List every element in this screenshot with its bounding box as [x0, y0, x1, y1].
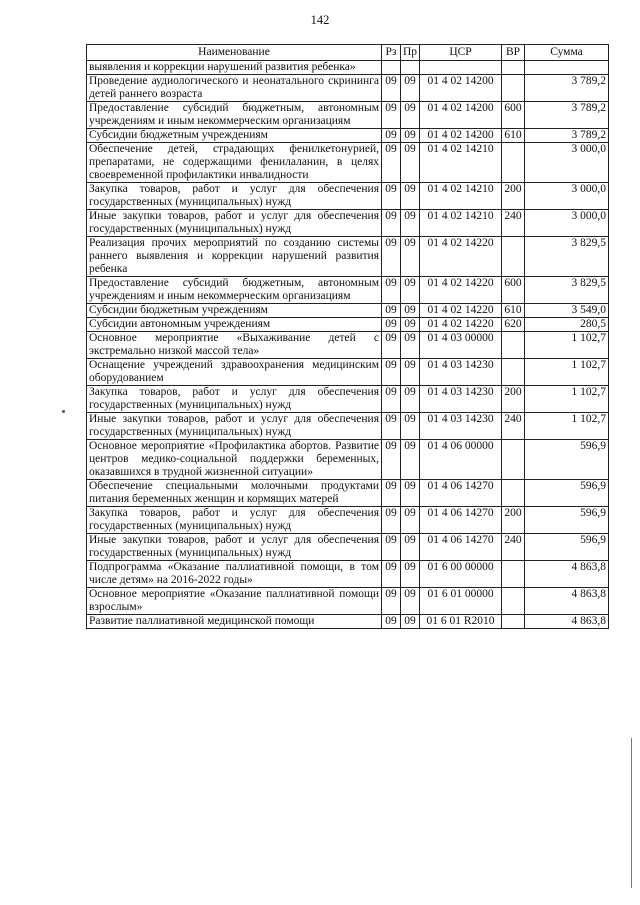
- cell-pr: 09: [401, 359, 420, 386]
- cell-vr: [502, 615, 525, 629]
- cell-csr: 01 6 00 00000: [420, 561, 502, 588]
- cell-vr: [502, 359, 525, 386]
- header-vr: ВР: [502, 45, 525, 61]
- table-row: [87, 332, 609, 359]
- table-row: [87, 480, 609, 507]
- table-row: [87, 359, 609, 386]
- table-row: [87, 386, 609, 413]
- cell-vr: 600: [502, 102, 525, 129]
- header-csr: ЦСР: [420, 45, 502, 61]
- cell-name: Предоставление субсидий бюджетным, автономным учреждениям и иным некоммерческим организациям: [87, 277, 382, 304]
- cell-sum: 4 863,8: [525, 615, 609, 629]
- cell-vr: 610: [502, 304, 525, 318]
- cell-rz: 09: [382, 359, 401, 386]
- cell-pr: 09: [401, 480, 420, 507]
- cell-csr: 01 4 06 14270: [420, 480, 502, 507]
- cell-csr: 01 4 03 14230: [420, 413, 502, 440]
- cell-rz: 09: [382, 440, 401, 480]
- cell-csr: 01 4 02 14210: [420, 183, 502, 210]
- cell-rz: 09: [382, 304, 401, 318]
- cell-rz: 09: [382, 143, 401, 183]
- cell-pr: 09: [401, 318, 420, 332]
- cell-rz: 09: [382, 507, 401, 534]
- cell-pr: 09: [401, 561, 420, 588]
- cell-pr: 09: [401, 332, 420, 359]
- cell-vr: [502, 61, 525, 75]
- cell-name: Субсидии автономным учреждениям: [87, 318, 382, 332]
- cell-name: Подпрограмма «Оказание паллиативной помощи, в том числе детям» на 2016-2022 годы»: [87, 561, 382, 588]
- cell-pr: 09: [401, 143, 420, 183]
- cell-sum: 1 102,7: [525, 332, 609, 359]
- table-row: [87, 143, 609, 183]
- cell-sum: 1 102,7: [525, 359, 609, 386]
- cell-sum: 596,9: [525, 480, 609, 507]
- cell-csr: 01 4 03 00000: [420, 332, 502, 359]
- cell-csr: 01 4 06 14270: [420, 507, 502, 534]
- cell-pr: 09: [401, 386, 420, 413]
- cell-rz: 09: [382, 561, 401, 588]
- cell-csr: 01 4 02 14210: [420, 143, 502, 183]
- budget-table: [86, 44, 609, 629]
- cell-sum: 3 789,2: [525, 102, 609, 129]
- cell-sum: 1 102,7: [525, 386, 609, 413]
- cell-name: Закупка товаров, работ и услуг для обеспечения государственных (муниципальных) нужд: [87, 507, 382, 534]
- cell-vr: 240: [502, 413, 525, 440]
- scan-speck: [62, 410, 65, 413]
- cell-rz: 09: [382, 183, 401, 210]
- cell-vr: 610: [502, 129, 525, 143]
- cell-name: Иные закупки товаров, работ и услуг для обеспечения государственных (муниципальных) нужд: [87, 534, 382, 561]
- scan-edge-line: [631, 738, 632, 888]
- cell-pr: 09: [401, 75, 420, 102]
- cell-csr: 01 4 02 14220: [420, 237, 502, 277]
- table-row: [87, 561, 609, 588]
- cell-vr: 600: [502, 277, 525, 304]
- cell-csr: 01 6 01 R2010: [420, 615, 502, 629]
- cell-vr: 620: [502, 318, 525, 332]
- table-header-row: [87, 45, 609, 61]
- cell-rz: 09: [382, 237, 401, 277]
- cell-name: выявления и коррекции нарушений развития ребенка»: [87, 61, 382, 75]
- cell-vr: [502, 588, 525, 615]
- cell-rz: 09: [382, 413, 401, 440]
- cell-rz: 09: [382, 480, 401, 507]
- cell-pr: 09: [401, 237, 420, 277]
- cell-sum: 3 789,2: [525, 75, 609, 102]
- cell-vr: [502, 75, 525, 102]
- cell-pr: 09: [401, 183, 420, 210]
- table-row: [87, 318, 609, 332]
- cell-csr: 01 6 01 00000: [420, 588, 502, 615]
- cell-vr: 200: [502, 507, 525, 534]
- cell-sum: 596,9: [525, 440, 609, 480]
- cell-name: Иные закупки товаров, работ и услуг для обеспечения государственных (муниципальных) нужд: [87, 413, 382, 440]
- cell-name: Проведение аудиологического и неонатального скрининга детей раннего возраста: [87, 75, 382, 102]
- cell-name: Основное мероприятие «Выхаживание детей с экстремально низкой массой тела»: [87, 332, 382, 359]
- cell-pr: 09: [401, 413, 420, 440]
- cell-rz: 09: [382, 318, 401, 332]
- cell-pr: 09: [401, 615, 420, 629]
- cell-csr: 01 4 02 14200: [420, 75, 502, 102]
- cell-rz: 09: [382, 332, 401, 359]
- cell-rz: 09: [382, 277, 401, 304]
- table-row: [87, 304, 609, 318]
- cell-vr: [502, 332, 525, 359]
- table-row: [87, 129, 609, 143]
- table-row: [87, 534, 609, 561]
- cell-csr: 01 4 06 00000: [420, 440, 502, 480]
- cell-pr: 09: [401, 129, 420, 143]
- cell-csr: 01 4 02 14200: [420, 129, 502, 143]
- cell-csr: 01 4 02 14220: [420, 318, 502, 332]
- cell-name: Предоставление субсидий бюджетным, автономным учреждениям и иным некоммерческим организациям: [87, 102, 382, 129]
- cell-sum: 3 549,0: [525, 304, 609, 318]
- cell-sum: 3 000,0: [525, 183, 609, 210]
- cell-sum: 596,9: [525, 507, 609, 534]
- cell-csr: 01 4 02 14210: [420, 210, 502, 237]
- cell-sum: 3 829,5: [525, 277, 609, 304]
- cell-sum: 1 102,7: [525, 413, 609, 440]
- cell-vr: 240: [502, 534, 525, 561]
- cell-rz: [382, 61, 401, 75]
- cell-rz: 09: [382, 534, 401, 561]
- cell-vr: 240: [502, 210, 525, 237]
- cell-csr: 01 4 06 14270: [420, 534, 502, 561]
- cell-sum: 280,5: [525, 318, 609, 332]
- cell-vr: [502, 440, 525, 480]
- cell-sum: 3 829,5: [525, 237, 609, 277]
- cell-name: Обеспечение детей, страдающих фенилкетонурией, препаратами, не содержащими фенилаланин, в целях своевременной профилактики инвалидности: [87, 143, 382, 183]
- cell-pr: 09: [401, 588, 420, 615]
- cell-csr: 01 4 03 14230: [420, 359, 502, 386]
- cell-name: Иные закупки товаров, работ и услуг для обеспечения государственных (муниципальных) нужд: [87, 210, 382, 237]
- table-row: [87, 277, 609, 304]
- cell-csr: 01 4 02 14220: [420, 277, 502, 304]
- cell-vr: [502, 237, 525, 277]
- cell-csr: 01 4 02 14220: [420, 304, 502, 318]
- table-row: [87, 588, 609, 615]
- cell-vr: 200: [502, 183, 525, 210]
- cell-sum: 4 863,8: [525, 588, 609, 615]
- cell-pr: 09: [401, 210, 420, 237]
- cell-pr: 09: [401, 277, 420, 304]
- cell-name: Закупка товаров, работ и услуг для обеспечения государственных (муниципальных) нужд: [87, 386, 382, 413]
- header-pr: Пр: [401, 45, 420, 61]
- cell-csr: 01 4 02 14200: [420, 102, 502, 129]
- cell-rz: 09: [382, 210, 401, 237]
- cell-csr: 01 4 03 14230: [420, 386, 502, 413]
- cell-rz: 09: [382, 75, 401, 102]
- cell-name: Оснащение учреждений здравоохранения медицинским оборудованием: [87, 359, 382, 386]
- table-row: [87, 61, 609, 75]
- cell-rz: 09: [382, 588, 401, 615]
- cell-pr: 09: [401, 102, 420, 129]
- cell-sum: 3 000,0: [525, 143, 609, 183]
- table-row: [87, 75, 609, 102]
- cell-name: Субсидии бюджетным учреждениям: [87, 129, 382, 143]
- cell-csr: [420, 61, 502, 75]
- table-row: [87, 413, 609, 440]
- cell-rz: 09: [382, 102, 401, 129]
- table-row: [87, 102, 609, 129]
- cell-pr: [401, 61, 420, 75]
- table-body: [87, 61, 609, 629]
- cell-sum: 4 863,8: [525, 561, 609, 588]
- table-row: [87, 615, 609, 629]
- cell-vr: [502, 480, 525, 507]
- cell-name: Закупка товаров, работ и услуг для обеспечения государственных (муниципальных) нужд: [87, 183, 382, 210]
- cell-pr: 09: [401, 304, 420, 318]
- cell-name: Основное мероприятие «Профилактика абортов. Развитие центров медико-социальной поддержки беременных, оказавшихся в трудной жизненной ситуации»: [87, 440, 382, 480]
- table-row: [87, 237, 609, 277]
- cell-name: Субсидии бюджетным учреждениям: [87, 304, 382, 318]
- cell-sum: 3 789,2: [525, 129, 609, 143]
- cell-pr: 09: [401, 507, 420, 534]
- table-row: [87, 507, 609, 534]
- cell-rz: 09: [382, 129, 401, 143]
- cell-name: Развитие паллиативной медицинской помощи: [87, 615, 382, 629]
- table-row: [87, 440, 609, 480]
- cell-sum: 3 000,0: [525, 210, 609, 237]
- page-number: 142: [310, 13, 330, 27]
- cell-name: Реализация прочих мероприятий по созданию системы раннего выявления и коррекции нарушений развития ребенка: [87, 237, 382, 277]
- header-name: Наименование: [87, 45, 382, 61]
- cell-vr: [502, 143, 525, 183]
- cell-name: Основное мероприятие «Оказание паллиативной помощи взрослым»: [87, 588, 382, 615]
- cell-pr: 09: [401, 440, 420, 480]
- cell-vr: [502, 561, 525, 588]
- cell-pr: 09: [401, 534, 420, 561]
- cell-vr: 200: [502, 386, 525, 413]
- cell-rz: 09: [382, 386, 401, 413]
- header-sum: Сумма: [525, 45, 609, 61]
- cell-name: Обеспечение специальными молочными продуктами питания беременных женщин и кормящих матерей: [87, 480, 382, 507]
- table-row: [87, 183, 609, 210]
- cell-sum: [525, 61, 609, 75]
- table-row: [87, 210, 609, 237]
- cell-rz: 09: [382, 615, 401, 629]
- cell-sum: 596,9: [525, 534, 609, 561]
- header-rz: Рз: [382, 45, 401, 61]
